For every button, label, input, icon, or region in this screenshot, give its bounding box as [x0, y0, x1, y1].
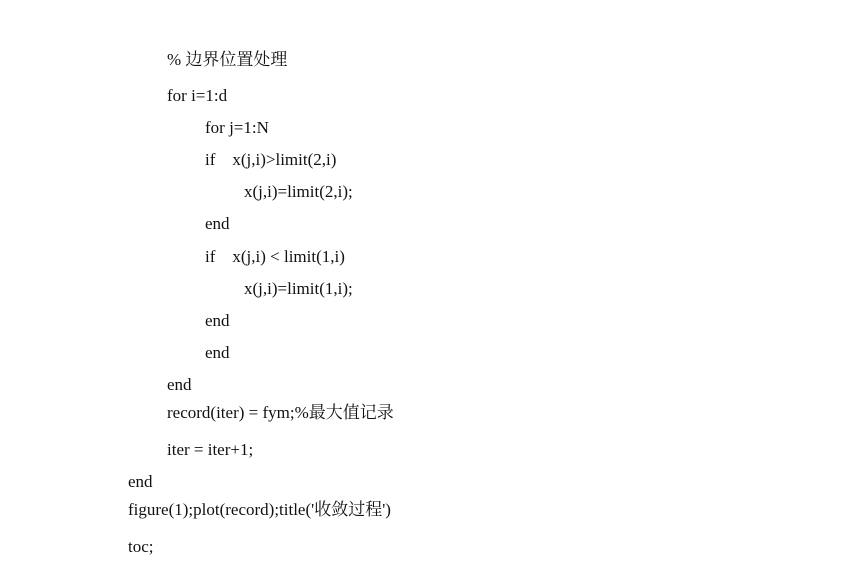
for-i-loop: for i=1:d — [167, 86, 228, 105]
end-for-j: end — [205, 343, 230, 362]
assign-lower-limit: x(j,i)=limit(1,i); — [244, 279, 353, 298]
end-for-i: end — [167, 375, 192, 394]
end-if-lower: end — [205, 311, 230, 330]
plot-command: figure(1);plot(record);title('收敛过程') — [128, 500, 391, 519]
end-if-upper: end — [205, 214, 230, 233]
if-lower-limit: if x(j,i) < limit(1,i) — [205, 247, 345, 266]
iter-increment: iter = iter+1; — [167, 440, 254, 459]
comment-boundary-handling: % 边界位置处理 — [167, 50, 288, 69]
if-upper-limit: if x(j,i)>limit(2,i) — [205, 150, 337, 169]
toc-command: toc; — [128, 537, 154, 556]
assign-upper-limit: x(j,i)=limit(2,i); — [244, 182, 353, 201]
for-j-loop: for j=1:N — [205, 118, 269, 137]
end-outer-loop: end — [128, 472, 153, 491]
record-assignment: record(iter) = fym;%最大值记录 — [167, 403, 394, 422]
